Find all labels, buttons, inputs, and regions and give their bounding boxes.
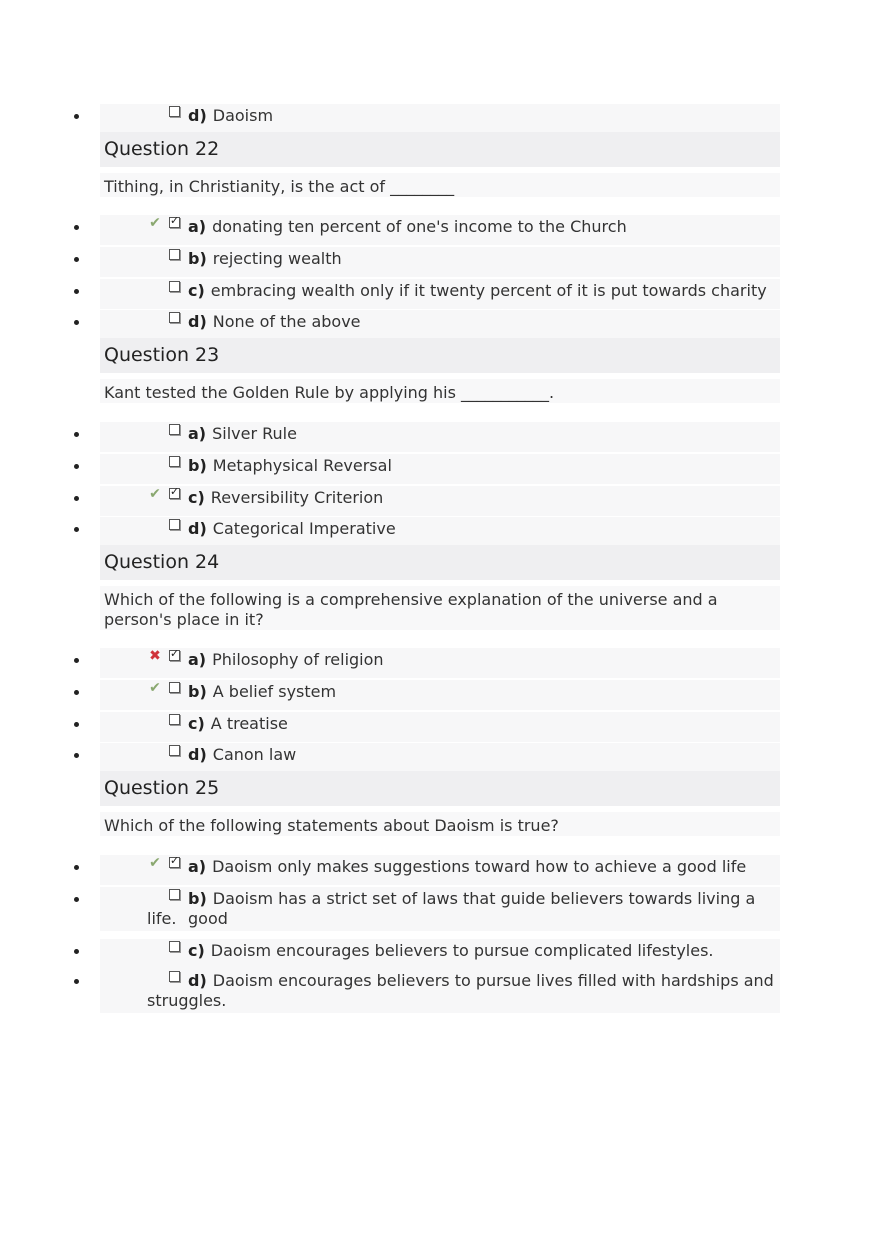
answer-text: Canon law: [212, 745, 297, 764]
bullet: [74, 496, 79, 501]
bullet: [74, 658, 79, 663]
checkbox-icon: [169, 485, 180, 499]
answer-content: [188, 424, 780, 444]
answer-text: Daoism encourages believers to pursue complicated lifestyles.: [210, 941, 714, 960]
checkbox-icon: [169, 106, 180, 117]
checkbox-icon: [169, 941, 180, 952]
answer-letter: b): [188, 889, 207, 908]
answer-text-continued: struggles.: [147, 991, 227, 1010]
checkbox-icon: [169, 682, 180, 693]
checkbox-icon: [169, 456, 180, 467]
answer-text: rejecting wealth: [212, 249, 342, 268]
bullet: [74, 464, 79, 469]
answer-letter: c): [188, 488, 205, 507]
answer-content: [188, 106, 780, 126]
answer-letter: d): [188, 971, 207, 990]
answer-item: [0, 310, 880, 340]
bullet: [74, 289, 79, 294]
question-text: Tithing, in Christianity, is the act of ________: [100, 173, 780, 197]
bullet: [74, 897, 79, 902]
answer-content: [188, 519, 780, 539]
answer-content: [188, 312, 780, 332]
answer-text: Daoism has a strict set of laws that guide believers towards living a good: [188, 889, 756, 928]
question-title: Question 22: [100, 132, 780, 167]
answer-content: [188, 456, 780, 476]
checked-tick-icon: ✓: [170, 647, 180, 660]
answer-letter: a): [188, 424, 207, 443]
answer-item: [0, 454, 880, 484]
answer-letter: d): [188, 106, 207, 125]
answer-content: [188, 941, 780, 961]
checked-tick-icon: ✓: [170, 854, 180, 867]
answer-item: [0, 887, 880, 931]
checkbox-icon: [169, 214, 180, 228]
bullet: [74, 432, 79, 437]
answer-text: A belief system: [212, 682, 337, 701]
checkbox-icon: [169, 519, 180, 530]
answer-text: donating ten percent of one's income to the Church: [212, 217, 627, 236]
answer-letter: a): [188, 217, 207, 236]
question-text: Kant tested the Golden Rule by applying his ___________.: [100, 379, 780, 403]
answer-letter: a): [188, 857, 207, 876]
answer-item: [0, 104, 880, 134]
answer-letter: d): [188, 519, 207, 538]
checked-tick-icon: ✓: [170, 214, 180, 227]
bullet: [74, 114, 79, 119]
checkbox-icon: [169, 424, 180, 435]
checkbox-icon: [169, 745, 180, 756]
answer-content: [188, 857, 780, 877]
bullet: [74, 527, 79, 532]
cross-icon: ✖: [149, 648, 161, 664]
bullet: [74, 257, 79, 262]
answer-item: [0, 422, 880, 452]
bullet: [74, 753, 79, 758]
question-title: Question 25: [100, 771, 780, 806]
answer-text: Reversibility Criterion: [210, 488, 384, 507]
answer-content: [188, 745, 780, 765]
answer-text-continued: life.: [147, 909, 177, 928]
checkmark-icon: ✔: [149, 215, 161, 231]
question-text: Which of the following statements about Daoism is true?: [100, 812, 780, 836]
answer-item: [0, 712, 880, 742]
checkbox-icon: [169, 889, 180, 900]
answer-item: [0, 279, 880, 309]
answer-content: [188, 281, 780, 301]
answer-content: [188, 682, 780, 702]
answer-letter: a): [188, 650, 207, 669]
answer-item: [0, 517, 880, 547]
bullet: [74, 225, 79, 230]
answer-content: [188, 249, 780, 269]
checkbox-icon: [169, 249, 180, 260]
answer-item: [0, 215, 880, 245]
question-text: Which of the following is a comprehensive explanation of the universe and a person's place in it?: [100, 586, 780, 630]
checked-tick-icon: ✓: [170, 485, 180, 498]
answer-letter: d): [188, 312, 207, 331]
checkbox-icon: [169, 647, 180, 661]
answer-item: [0, 247, 880, 277]
answer-item: [0, 969, 880, 1013]
answer-text: Daoism encourages believers to pursue lives filled with hardships and: [212, 971, 774, 990]
bullet: [74, 722, 79, 727]
answer-content: [188, 714, 780, 734]
answer-content: [188, 971, 780, 991]
question-title: Question 24: [100, 545, 780, 580]
answer-text: None of the above: [212, 312, 361, 331]
answer-item: [0, 939, 880, 969]
checkbox-icon: [169, 312, 180, 323]
answer-letter: c): [188, 714, 205, 733]
bullet: [74, 949, 79, 954]
answer-text: Categorical Imperative: [212, 519, 396, 538]
answer-letter: b): [188, 456, 207, 475]
answer-text: Daoism only makes suggestions toward how to achieve a good life: [212, 857, 747, 876]
answer-item: [0, 855, 880, 885]
answer-content: [188, 217, 780, 237]
answer-letter: d): [188, 745, 207, 764]
answer-text: Silver Rule: [212, 424, 297, 443]
checkmark-icon: ✔: [149, 680, 161, 696]
answer-text: Metaphysical Reversal: [212, 456, 392, 475]
checkbox-icon: [169, 714, 180, 725]
answer-text: embracing wealth only if it twenty percent of it is put towards charity: [210, 281, 767, 300]
answer-letter: c): [188, 941, 205, 960]
answer-letter: b): [188, 249, 207, 268]
answer-item: [0, 486, 880, 516]
checkbox-icon: [169, 971, 180, 982]
checkbox-icon: [169, 854, 180, 868]
checkmark-icon: ✔: [149, 486, 161, 502]
checkmark-icon: ✔: [149, 855, 161, 871]
answer-text: Philosophy of religion: [212, 650, 384, 669]
answer-content: [188, 650, 780, 670]
answer-item: [0, 680, 880, 710]
answer-content: [188, 488, 780, 508]
answer-item: [0, 743, 880, 773]
bullet: [74, 865, 79, 870]
answer-letter: b): [188, 682, 207, 701]
answer-item: [0, 648, 880, 678]
answer-text: A treatise: [210, 714, 288, 733]
bullet: [74, 320, 79, 325]
answer-text: Daoism: [212, 106, 274, 125]
question-title: Question 23: [100, 338, 780, 373]
answer-letter: c): [188, 281, 205, 300]
bullet: [74, 979, 79, 984]
checkbox-icon: [169, 281, 180, 292]
bullet: [74, 690, 79, 695]
